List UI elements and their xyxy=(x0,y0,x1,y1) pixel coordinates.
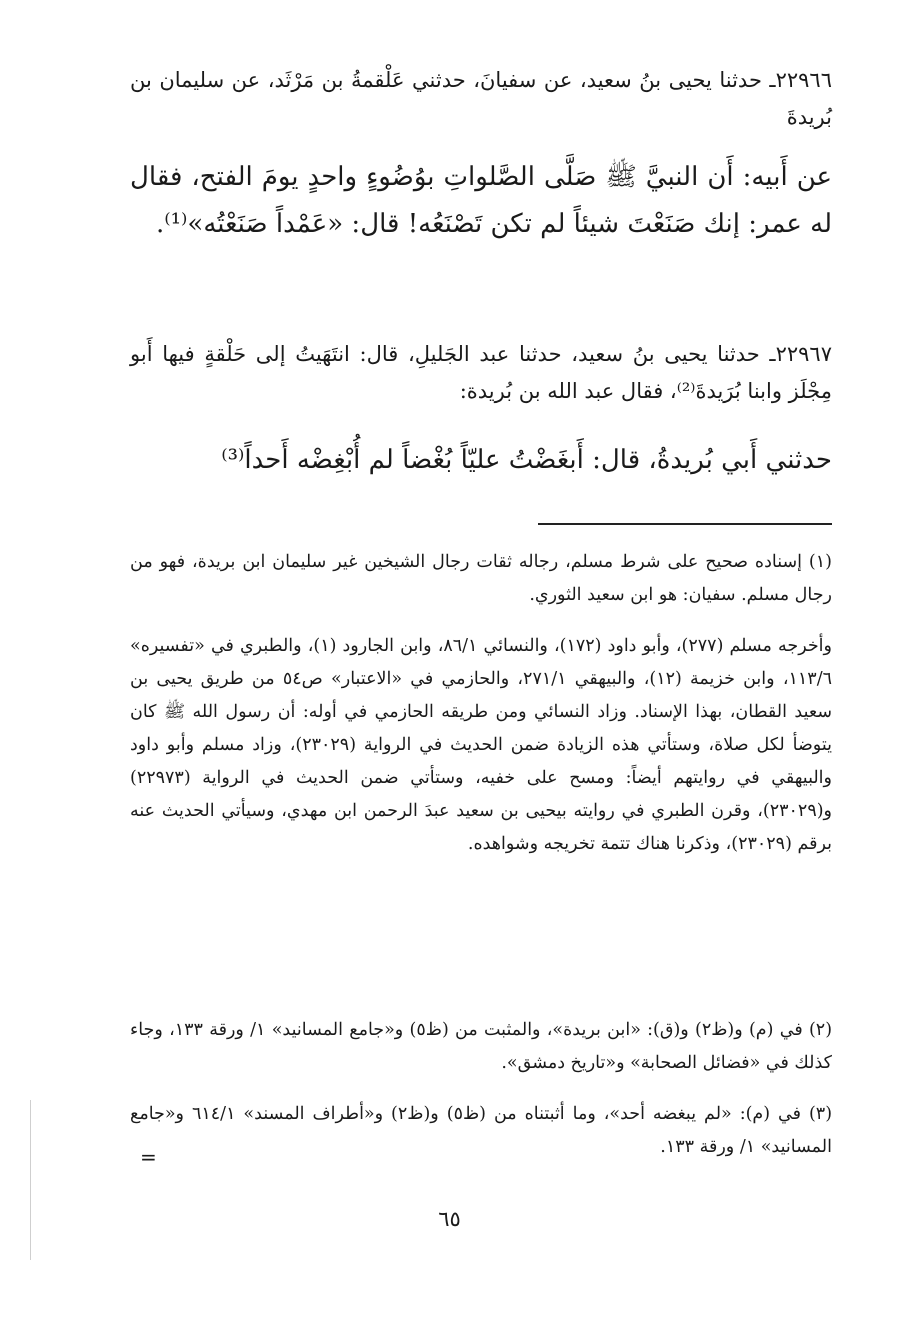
continuation-mark: = xyxy=(140,1145,157,1169)
footnote-2: (٢) في (م) و(ظ٢) و(ق): «ابن بريدة»، والمثبت من (ظ٥) و«جامع المسانيد» ١/ ورقة ١٣٣، وجاء كذلك في «فضائل الصحابة» و«تاريخ دمشق». xyxy=(130,1020,833,1073)
hadith-22966-matn: عن أَبيه: أَن النبيَّ ﷺ صَلَّى الصَّلواتِ بوُضُوءٍ واحدٍ يومَ الفتح، فقال له عمر: إنك صَنَعْتَ شيئاً لم تكن تَصْنَعُه! قال: «عَمْداً صَنَعْتُه»⁽¹⁾. xyxy=(130,162,832,239)
hadith-22967-matn: حدثني أَبي بُريدةُ، قال: أَبغَضْتُ عليّاً بُغْضاً لم أُبْغِضْه أَحداً⁽³⁾ xyxy=(221,445,832,475)
hadith-22966-isnad: ٢٢٩٦٦ـ حدثنا يحيى بنُ سعيد، عن سفيانَ، حدثني عَلْقمةُ بن مَرْثَد، عن سليمان بن بُريدةَ xyxy=(130,68,832,129)
footnote-1: (١) إسناده صحيح على شرط مسلم، رجاله ثقات رجال الشيخين غير سليمان ابن بريدة، فهو من رجال مسلم. سفيان: هو ابن سعيد الثوري. xyxy=(130,552,832,605)
scan-edge-line xyxy=(30,1100,31,1260)
page-number: ٦٥ xyxy=(438,1207,461,1231)
footnote-3: (٣) في (م): «لم يبغضه أحد»، وما أثبتناه من (ظ٥) و(ظ٢) و«أطراف المسند» ٦١٤/١ و«جامع المسانيد» ١/ ورقة ١٣٣. xyxy=(130,1104,833,1157)
footnote-1-takhrij: وأخرجه مسلم (٢٧٧)، وأبو داود (١٧٢)، والنسائي ٨٦/١، وابن الجارود (١)، والطبري في «تفسيره» ١١٣/٦، وابن خزيمة (١٢)، والبيهقي ٢٧١/١، والحازمي في «الاعتبار» ص٥٤ من طريق يحيى بن سعيد القطان، بهذا الإسناد. وزاد النسائي ومن طريقه الحازمي في أوله: أن رسول الله ﷺ كان يتوضأ لكل صلاة، وستأتي هذه الزيادة ضمن الحديث في الرواية (٢٣٠٢٩)، وزاد مسلم وأبو داود والبيهقي في روايتهم أيضاً: ومسح على خفيه، وستأتي ضمن الحديث في الرواية (٢٢٩٧٣) و(٢٣٠٢٩)، وقرن الطبري في روايته بيحيى بن سعيد عبدَ الرحمن ابن مهدي، وسيأتي الحديث عنه برقم (٢٣٠٢٩)، وذكرنا هناك تتمة تخريجه وشواهده. xyxy=(130,636,832,854)
footnote-separator xyxy=(538,523,832,525)
hadith-22967-isnad: ٢٢٩٦٧ـ حدثنا يحيى بنُ سعيد، حدثنا عبد الجَليلِ، قال: انتَهَيتُ إلى حَلْقةٍ فيها أَبو مِجْلَز وابنا بُرَيدةَ⁽²⁾، فقال عبد الله بن بُريدة: xyxy=(130,342,832,403)
